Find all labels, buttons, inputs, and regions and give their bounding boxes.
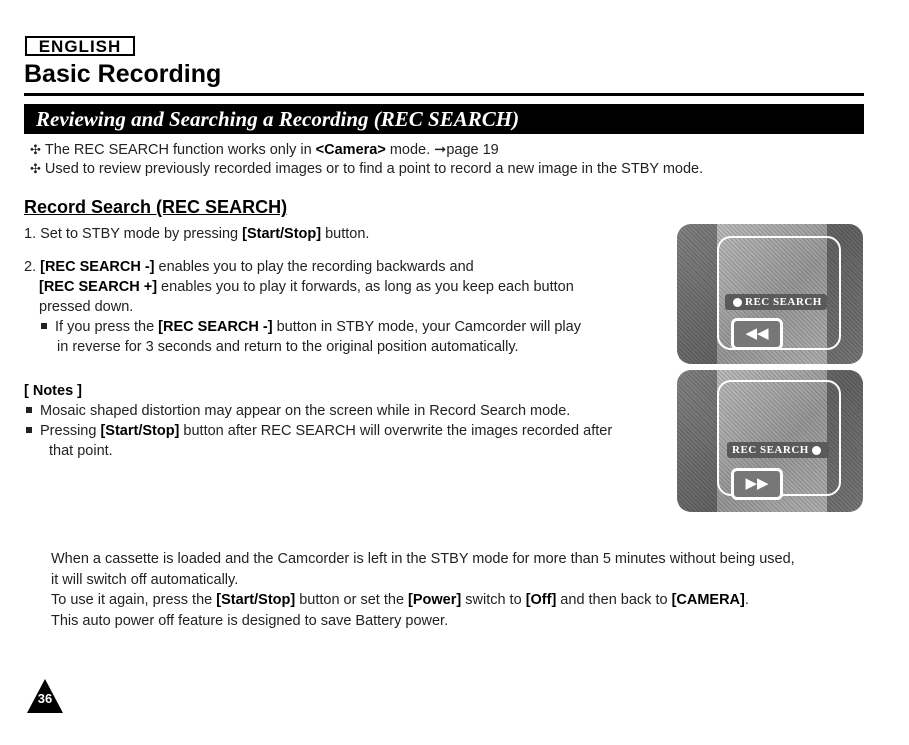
rec-search-osd-label: REC SEARCH (725, 294, 827, 310)
record-search-heading: Record Search (REC SEARCH) (24, 197, 288, 217)
section-banner (24, 104, 864, 134)
step-2: 2. [REC SEARCH -] enables you to play the recording backwards and [REC SEARCH +] enables you to play it forwards, as long as you keep each button pressed down. If you press the [REC SEARCH -] button in STBY mode, your Camcorder will play in reverse for 3 seconds and return to the original position automatically. (24, 259, 581, 355)
rec-search-osd-label: REC SEARCH (727, 442, 829, 458)
clover-bullet-icon: ✣ (30, 161, 41, 176)
rec-search-forward-image (677, 370, 863, 512)
square-bullet-icon (26, 407, 32, 413)
page-number: 36 (37, 691, 53, 706)
rec-search-rewind-image (677, 224, 863, 364)
clover-bullet-icon: ✣ (30, 142, 41, 157)
step-1: 1. Set to STBY mode by pressing [Start/Stop] button. (24, 226, 370, 242)
section-banner-title: Reviewing and Searching a Recording (REC SEARCH) (36, 107, 520, 131)
language-tag: ENGLISH (25, 36, 135, 56)
fast-forward-button-icon: ▶▶ (731, 468, 783, 500)
auto-power-off-notice: When a cassette is loaded and the Camcorder is left in the STBY mode for more than 5 minutes without being used, it will switch off automatically. To use it again, press the [Start/Stop] button or set the [Power] switch to [Off] and then back to [CAMERA]. This auto power off feature is designed to save Battery power. (51, 551, 795, 629)
intro-item: ✣ Used to review previously recorded images or to find a point to record a new image in the STBY mode. (30, 161, 704, 177)
title-rule (24, 93, 864, 96)
intro-item: ✣ The REC SEARCH function works only in <Camera> mode. ➞page 19 (30, 142, 499, 158)
notes: [ Notes ] Mosaic shaped distortion may appear on the screen while in Record Search mode. Pressing [Start/Stop] button after REC SEARCH will overwrite the images recorded after that point. (24, 381, 664, 461)
notes-heading: [ Notes ] (24, 383, 82, 399)
square-bullet-icon (26, 427, 32, 433)
page-number-badge (27, 679, 63, 713)
rewind-button-icon: ◀◀ (731, 318, 783, 350)
page-title: Basic Recording (24, 60, 222, 88)
square-bullet-icon (41, 323, 47, 329)
